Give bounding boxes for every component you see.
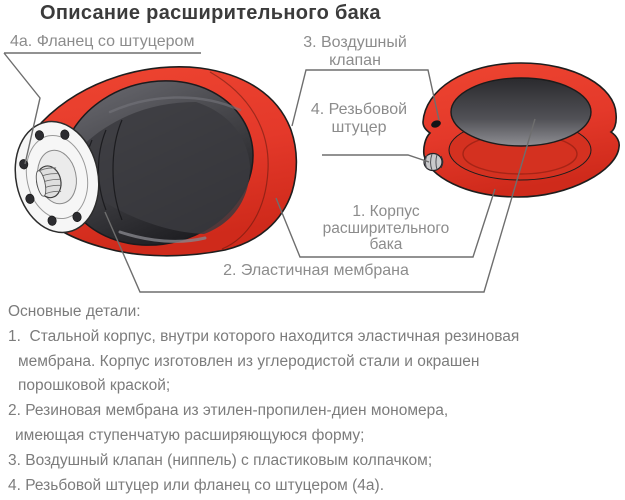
callout-tank-body-label: 1. Корпус расширительного бака	[322, 203, 450, 253]
callout-threaded-fitting-label: 4. Резьбовой штуцер	[310, 101, 408, 136]
detail-line-3: 3. Воздушный клапан (ниппель) с пластиковым колпачком;	[8, 451, 433, 469]
callout-air-valve-label: 3. Воздушный клапан	[303, 34, 407, 69]
round-tank-membrane-dome	[451, 78, 591, 146]
parts-description	[8, 300, 620, 498]
parts-description-heading: Основные детали:	[8, 303, 141, 320]
horizontal-tank	[5, 60, 296, 267]
callout-flange-label: 4а. Фланец со штуцером	[10, 33, 195, 50]
detail-line-1: 1. Стальной корпус, внутри которого находится эластичная резиновая	[8, 327, 520, 345]
round-tank	[423, 63, 619, 197]
detail-line-1b: мембрана. Корпус изготовлен из углеродистой стали и окрашен	[18, 352, 480, 370]
callout-membrane-label: 2. Эластичная мембрана	[223, 262, 409, 279]
detail-line-1c: порошковой краской;	[18, 377, 171, 395]
detail-line-4: 4. Резьбовой штуцер или фланец со штуцером (4а).	[8, 476, 385, 494]
detail-line-2: 2. Резиновая мембрана из этилен-пропилен-диен мономера,	[8, 402, 449, 420]
page-title: Описание расширительного бака	[40, 2, 381, 24]
leader-threaded-fitting	[322, 155, 429, 162]
detail-line-2b: имеющая ступенчатую расширяющуюся форму;	[15, 426, 365, 444]
